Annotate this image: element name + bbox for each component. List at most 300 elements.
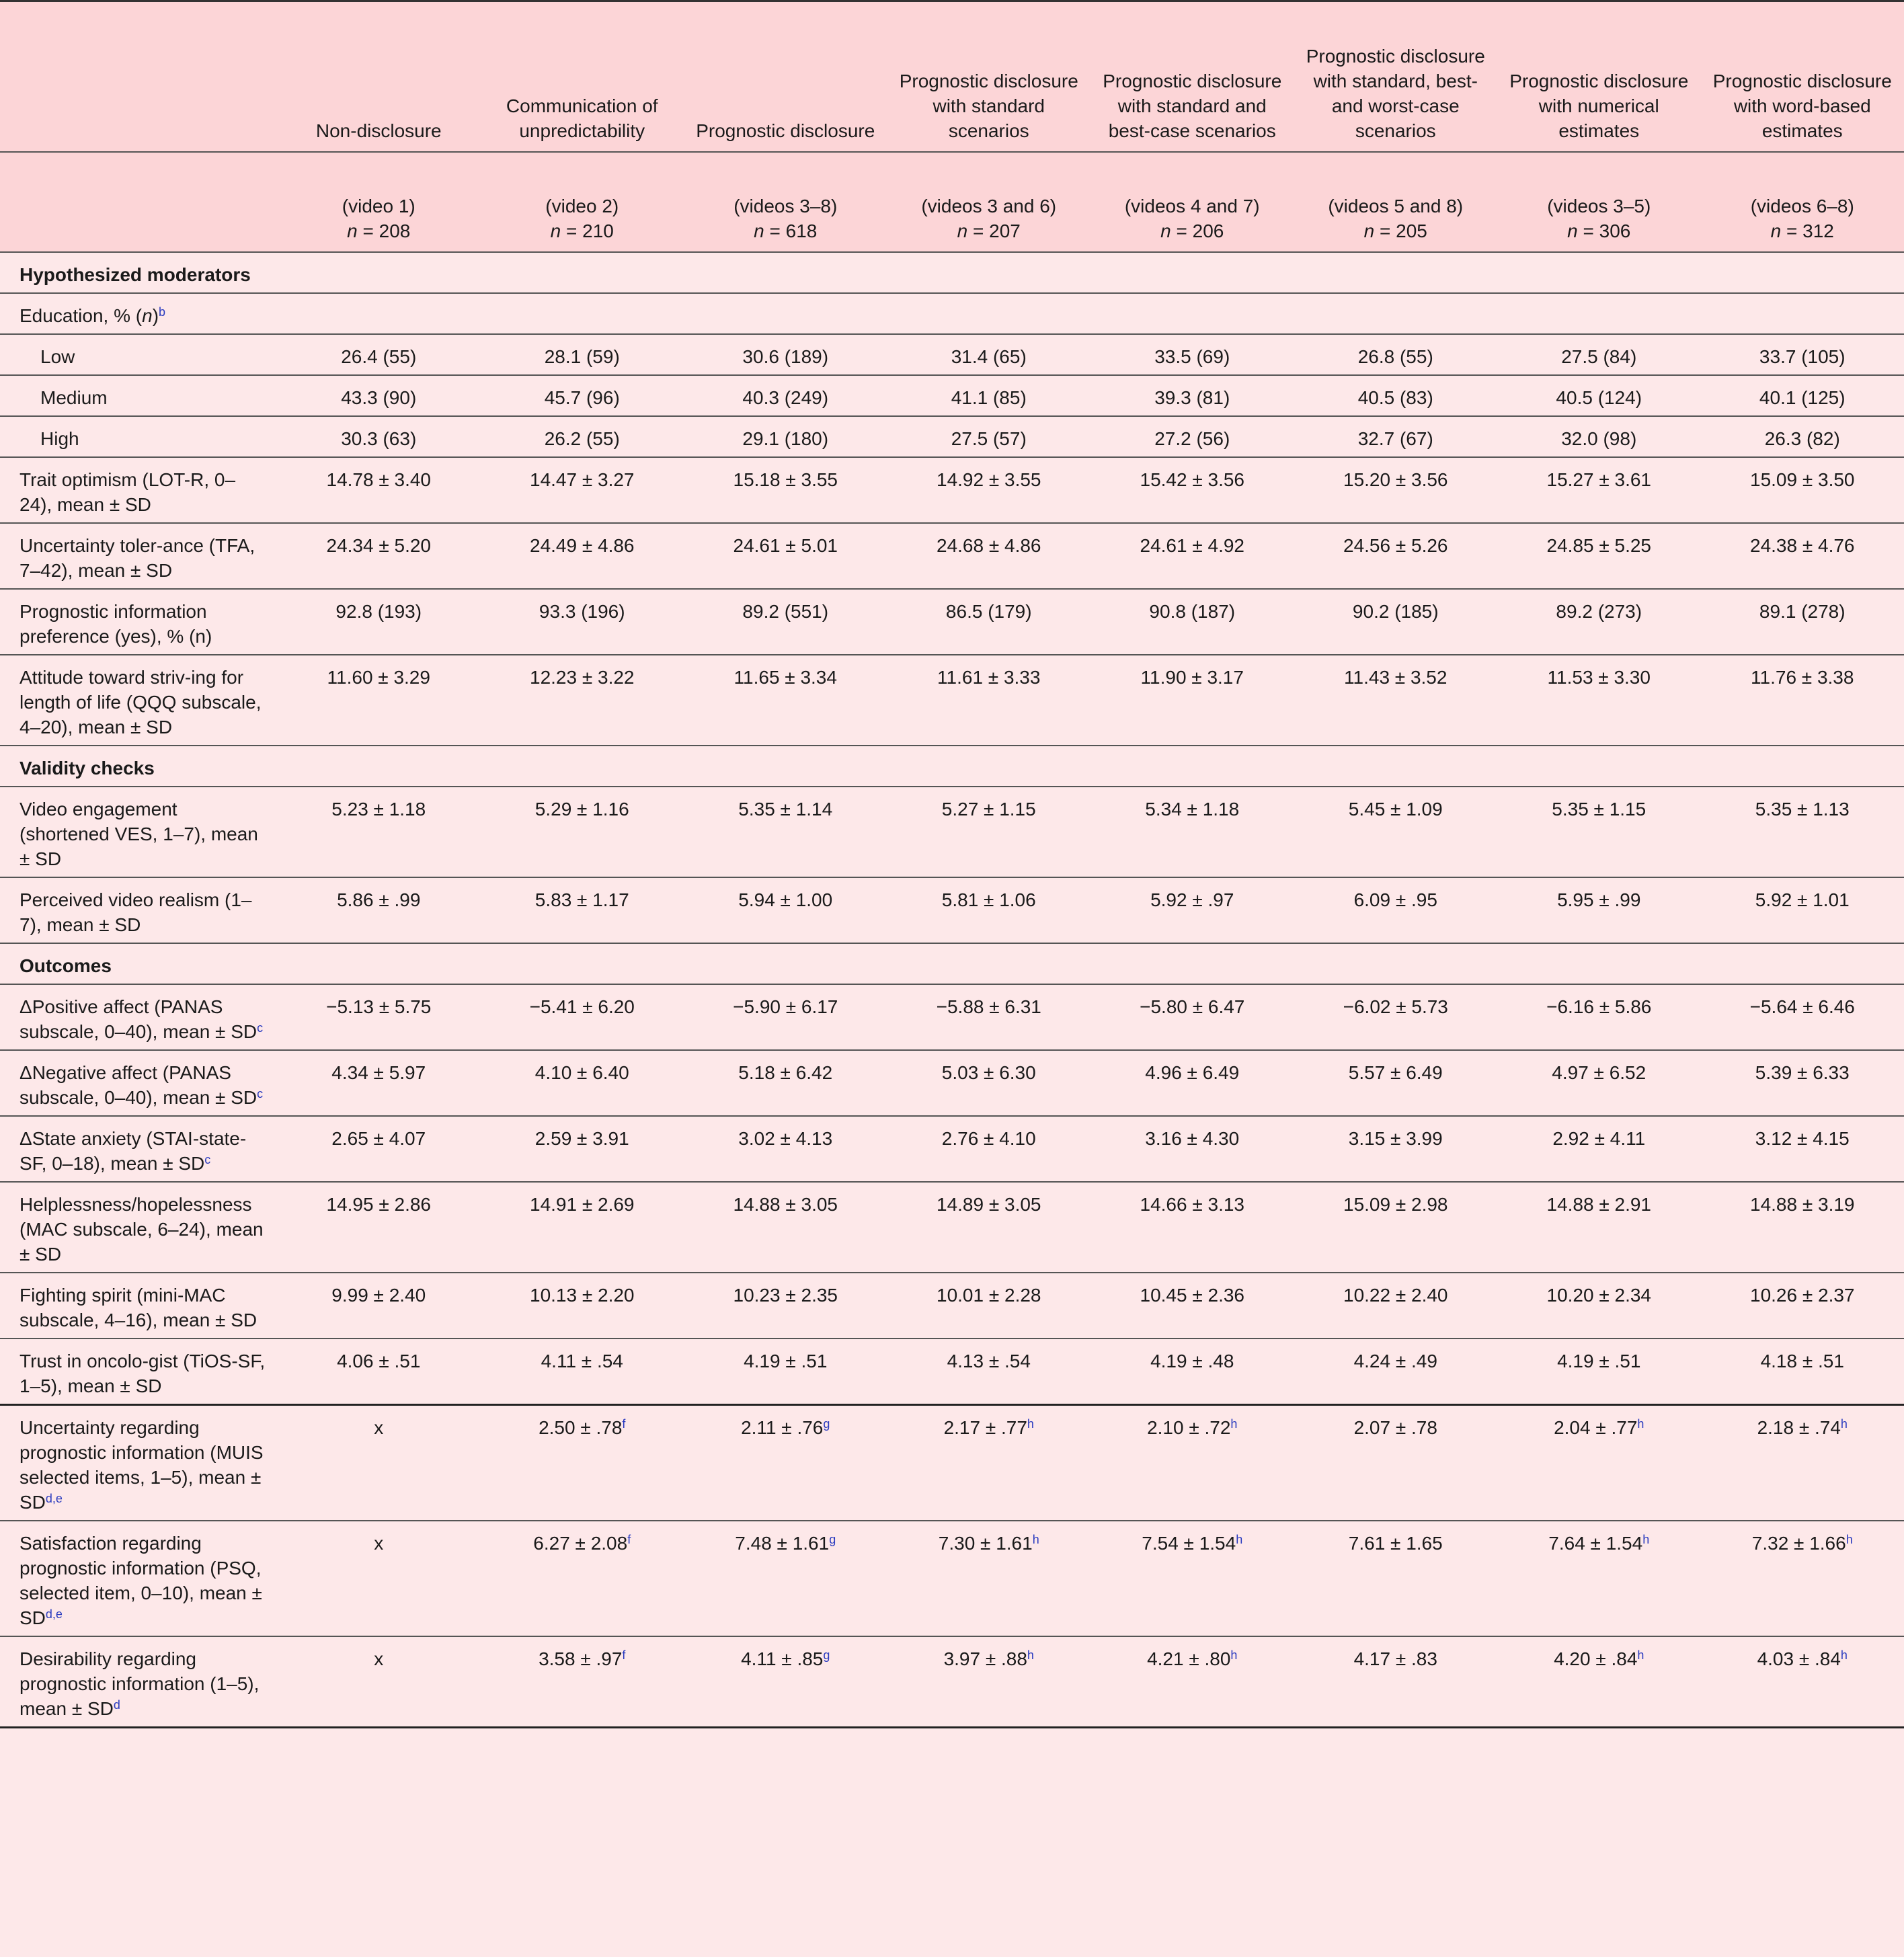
cell-value: 24.38 ± 4.76 [1750,535,1855,556]
value-cell [684,1339,887,1405]
empty-cell [887,293,1091,334]
value-cell [1497,589,1701,655]
value-cell [1701,984,1904,1050]
value-cell [1701,375,1904,416]
value-cell [887,1050,1091,1116]
value-cell [481,1050,684,1116]
cell-value: 4.03 ± .84 [1757,1648,1841,1669]
footnote-marker: h [1230,1648,1238,1662]
row-label [0,416,277,457]
empty-cell [684,943,887,984]
col-title: Prognostic disclosure with standard scenarios [887,1,1091,153]
cell-value: 24.34 ± 5.20 [326,535,431,556]
row-label-text: Desirability regarding prognostic information (1–5), mean ± SD [19,1648,260,1719]
n-eq: = [357,221,379,241]
cell-value: 40.3 (249) [742,387,829,408]
value-cell [1294,655,1498,746]
value-cell [1090,457,1294,523]
section-heading: Validity checks [0,746,277,787]
value-cell [277,1636,481,1728]
value-cell [1294,457,1498,523]
cell-value: 7.54 ± 1.54 [1142,1533,1236,1554]
cell-value: 2.92 ± 4.11 [1552,1128,1646,1149]
col-videos: (video 2) [545,196,619,216]
cell-value: x [374,1648,384,1669]
cell-value: 5.92 ± .97 [1150,889,1234,910]
col-subhead [1701,152,1904,252]
empty-cell [1497,746,1701,787]
value-cell [1294,1405,1498,1521]
row-label-text: ΔNegative affect (PANAS subscale, 0–40), mean ± SD [19,1062,257,1108]
value-cell [1294,1182,1498,1273]
row-label [0,375,277,416]
empty-cell [1497,293,1701,334]
col-videos: (videos 3–8) [733,196,838,216]
col-subhead [684,152,887,252]
value-cell [887,655,1091,746]
table-row [0,589,1904,655]
footnote-marker: c [204,1153,211,1166]
value-cell [1497,457,1701,523]
footnote-marker: d,e [45,1492,63,1505]
value-cell [684,334,887,375]
col-title: Prognostic disclosure with standard, best- and worst-case scenarios [1294,1,1498,153]
empty-cell [1294,943,1498,984]
value-cell [277,1273,481,1339]
row-label-text: Uncertainty regarding prognostic information (MUIS selected items, 1–5), mean ± SD [19,1417,264,1513]
value-cell [277,334,481,375]
cell-value: 24.85 ± 5.25 [1546,535,1651,556]
footnote-marker: d [113,1698,120,1712]
value-cell [277,877,481,943]
cell-value: 5.45 ± 1.09 [1348,799,1443,820]
value-cell [1090,877,1294,943]
value-cell [277,1339,481,1405]
row-label [0,293,277,334]
cell-value: 5.83 ± 1.17 [534,889,629,910]
col-videos: (videos 5 and 8) [1328,196,1464,216]
value-cell [887,1273,1091,1339]
cell-value: 43.3 (90) [341,387,417,408]
value-cell [277,416,481,457]
cell-value: 4.17 ± .83 [1353,1648,1437,1669]
value-cell [684,1116,887,1182]
table-row [0,655,1904,746]
value-cell [277,984,481,1050]
col-videos: (videos 3 and 6) [921,196,1057,216]
value-cell [684,1273,887,1339]
col-subhead [481,152,684,252]
footnote-marker: h [1840,1417,1848,1431]
cell-value: 4.19 ± .51 [1557,1351,1641,1371]
value-cell [277,1050,481,1116]
value-cell [1701,1521,1904,1636]
row-label-end: ) [152,305,159,326]
row-label-text: Attitude toward striv-ing for length of life (QQQ subscale, 4–20), mean ± SD [19,667,262,737]
value-cell [481,1273,684,1339]
cell-value: 14.89 ± 3.05 [937,1194,1041,1215]
n-value: 205 [1396,221,1427,241]
cell-value: 10.20 ± 2.34 [1546,1285,1651,1306]
value-cell [1090,1182,1294,1273]
value-cell [1497,787,1701,877]
cell-value: 27.2 (56) [1154,428,1230,449]
value-cell [1294,523,1498,589]
value-cell [481,375,684,416]
cell-value: −6.16 ± 5.86 [1546,996,1652,1017]
value-cell [1701,523,1904,589]
cell-value: 6.09 ± .95 [1353,889,1437,910]
value-cell [1090,334,1294,375]
row-label [0,655,277,746]
cell-value: 7.48 ± 1.61 [735,1533,830,1554]
col-subhead [1497,152,1701,252]
cell-value: 45.7 (96) [544,387,620,408]
cell-value: 26.3 (82) [1764,428,1840,449]
cell-value: 4.97 ± 6.52 [1552,1062,1647,1083]
value-cell [1294,416,1498,457]
cell-value: 24.68 ± 4.86 [937,535,1041,556]
cell-value: 26.2 (55) [544,428,620,449]
section-heading: Hypothesized moderators [0,252,277,293]
n-eq: = [1171,221,1193,241]
empty-cell [277,252,481,293]
value-cell [1497,1405,1701,1521]
cell-value: 24.61 ± 5.01 [733,535,838,556]
value-cell [481,1636,684,1728]
value-cell [1497,1521,1701,1636]
value-cell [481,1116,684,1182]
cell-value: 31.4 (65) [951,346,1027,367]
table-row [0,375,1904,416]
cell-value: 2.11 ± .76 [741,1417,824,1438]
value-cell [1090,1050,1294,1116]
row-label-text: Helplessness/hopelessness (MAC subscale, 6–24), mean ± SD [19,1194,264,1265]
empty-cell [1090,746,1294,787]
value-cell [481,334,684,375]
empty-cell [1701,943,1904,984]
table-row [0,787,1904,877]
value-cell [1701,416,1904,457]
value-cell [1294,375,1498,416]
cell-value: 15.09 ± 2.98 [1343,1194,1448,1215]
cell-value: 2.59 ± 3.91 [534,1128,629,1149]
value-cell [1090,375,1294,416]
cell-value: 15.09 ± 3.50 [1750,469,1855,490]
value-cell [887,1405,1091,1521]
value-cell [1090,1339,1294,1405]
table-row [0,523,1904,589]
table-row [0,1116,1904,1182]
cell-value: 5.27 ± 1.15 [941,799,1036,820]
n-eq: = [561,221,583,241]
cell-value: −5.88 ± 6.31 [936,996,1041,1017]
cell-value: 4.34 ± 5.97 [331,1062,426,1083]
value-cell [481,1339,684,1405]
cell-value: 4.21 ± .80 [1147,1648,1231,1669]
n-value: 312 [1802,221,1834,241]
value-cell [887,1339,1091,1405]
value-cell [1701,1636,1904,1728]
section-row [0,943,1904,984]
col-subhead [1294,152,1498,252]
value-cell [684,1050,887,1116]
cell-value: 27.5 (84) [1561,346,1637,367]
cell-value: 5.81 ± 1.06 [941,889,1036,910]
row-label-text: Prognostic information preference (yes), % (n) [19,601,212,647]
empty-cell [887,746,1091,787]
cell-value: 2.18 ± .74 [1757,1417,1841,1438]
row-label-text: Low [40,346,75,367]
footnote-marker: f [622,1648,626,1662]
table-row [0,416,1904,457]
value-cell [277,523,481,589]
cell-value: 4.11 ± .85 [741,1648,824,1669]
cell-value: 4.20 ± .84 [1554,1648,1638,1669]
cell-value: 5.03 ± 6.30 [941,1062,1036,1083]
footnote-marker: h [1027,1648,1034,1662]
header-corner-2 [0,152,277,252]
value-cell [887,984,1091,1050]
col-title: Non-disclosure [277,1,481,153]
empty-cell [277,943,481,984]
n-eq: = [1577,221,1599,241]
n-label: n [347,221,358,241]
value-cell [1701,877,1904,943]
empty-cell [684,252,887,293]
cell-value: −5.13 ± 5.75 [326,996,432,1017]
header-corner [0,1,277,153]
value-cell [1701,334,1904,375]
row-label-text: Uncertainty toler-ance (TFA, 7–42), mean ± SD [19,535,255,581]
col-title: Prognostic disclosure with numerical estimates [1497,1,1701,153]
value-cell [684,589,887,655]
row-label [0,523,277,589]
cell-value: 5.35 ± 1.14 [738,799,833,820]
value-cell [1497,1050,1701,1116]
table-row [0,1521,1904,1636]
cell-value: 7.32 ± 1.66 [1751,1533,1846,1554]
value-cell [1294,1339,1498,1405]
n-label: n [754,221,764,241]
cell-value: 4.06 ± .51 [337,1351,421,1371]
value-cell [684,523,887,589]
cell-value: x [374,1533,384,1554]
empty-cell [684,746,887,787]
n-label: n [1363,221,1375,241]
row-label [0,589,277,655]
cell-value: 93.3 (196) [539,601,625,622]
cell-value: 11.53 ± 3.30 [1547,667,1651,688]
n-value: 208 [379,221,411,241]
row-label [0,984,277,1050]
empty-cell [277,746,481,787]
row-label-text: Trait optimism (LOT-R, 0–24), mean ± SD [19,469,236,515]
value-cell [481,416,684,457]
value-cell [1090,1273,1294,1339]
cell-value: 5.92 ± 1.01 [1755,889,1850,910]
value-cell [684,457,887,523]
footnote-marker: g [823,1648,830,1662]
value-cell [277,1521,481,1636]
value-cell [1090,787,1294,877]
n-value: 206 [1192,221,1224,241]
value-cell [887,589,1091,655]
value-cell [1497,1273,1701,1339]
cell-value: 40.5 (124) [1556,387,1642,408]
table-row [0,877,1904,943]
cell-value: 4.19 ± .51 [744,1351,828,1371]
footnote-marker: d,e [45,1607,63,1621]
value-cell [1090,655,1294,746]
footnote-marker: g [829,1533,836,1546]
n-label: n [1567,221,1578,241]
cell-value: 3.58 ± .97 [539,1648,623,1669]
cell-value: 10.45 ± 2.36 [1140,1285,1244,1306]
footnote-marker: f [627,1533,631,1546]
value-cell [1701,457,1904,523]
cell-value: 92.8 (193) [335,601,422,622]
value-cell [1497,523,1701,589]
footnote-marker: h [1027,1417,1034,1431]
value-cell [1294,787,1498,877]
cell-value: 7.61 ± 1.65 [1348,1533,1443,1554]
value-cell [1497,877,1701,943]
cell-value: 5.57 ± 6.49 [1348,1062,1443,1083]
value-cell [481,787,684,877]
cell-value: 27.5 (57) [951,428,1027,449]
footnote-marker: h [1840,1648,1848,1662]
value-cell [1497,1182,1701,1273]
cell-value: 5.35 ± 1.13 [1755,799,1850,820]
cell-value: 33.7 (105) [1759,346,1846,367]
row-label [0,1116,277,1182]
value-cell [887,1116,1091,1182]
value-cell [684,1521,887,1636]
row-label [0,334,277,375]
value-cell [1497,655,1701,746]
n-label: n [957,221,968,241]
row-label [0,787,277,877]
cell-value: 7.64 ± 1.54 [1548,1533,1643,1554]
row-label [0,1182,277,1273]
cell-value: x [374,1417,384,1438]
empty-cell [481,293,684,334]
value-cell [887,1636,1091,1728]
cell-value: 10.26 ± 2.37 [1750,1285,1855,1306]
value-cell [277,655,481,746]
cell-value: 90.2 (185) [1352,601,1439,622]
value-cell [887,375,1091,416]
row-label [0,1405,277,1521]
cell-value: 89.2 (551) [742,601,829,622]
empty-cell [1497,943,1701,984]
value-cell [1090,1405,1294,1521]
col-title: Communication of unpredictability [481,1,684,153]
cell-value: 14.66 ± 3.13 [1140,1194,1244,1215]
value-cell [1497,416,1701,457]
value-cell [887,787,1091,877]
empty-cell [1701,293,1904,334]
cell-value: 5.34 ± 1.18 [1145,799,1240,820]
cell-value: 4.13 ± .54 [947,1351,1031,1371]
value-cell [277,1116,481,1182]
n-value: 618 [785,221,818,241]
cell-value: 3.02 ± 4.13 [738,1128,833,1149]
empty-cell [481,746,684,787]
cell-value: 29.1 (180) [742,428,829,449]
value-cell [684,655,887,746]
value-cell [1701,1116,1904,1182]
cell-value: 5.95 ± .99 [1557,889,1641,910]
empty-cell [1701,252,1904,293]
value-cell [887,877,1091,943]
value-cell [1497,1636,1701,1728]
n-value: 306 [1599,221,1631,241]
cell-value: 5.86 ± .99 [337,889,421,910]
cell-value: 40.5 (83) [1357,387,1433,408]
cell-value: 11.43 ± 3.52 [1344,667,1447,688]
cell-value: 6.27 ± 2.08 [533,1533,628,1554]
value-cell [1497,984,1701,1050]
col-subhead [1090,152,1294,252]
cell-value: 3.97 ± .88 [943,1648,1027,1669]
table-row [0,1405,1904,1521]
cell-value: 5.39 ± 6.33 [1755,1062,1850,1083]
section-heading: Outcomes [0,943,277,984]
value-cell [1701,1182,1904,1273]
value-cell [1090,589,1294,655]
row-label-text: ΔState anxiety (STAI-state-SF, 0–18), mean ± SD [19,1128,247,1174]
value-cell [277,1182,481,1273]
empty-cell [481,943,684,984]
empty-cell [1701,746,1904,787]
col-videos: (videos 6–8) [1750,196,1854,216]
value-cell [1090,1116,1294,1182]
cell-value: 24.61 ± 4.92 [1140,535,1244,556]
cell-value: 14.95 ± 2.86 [326,1194,431,1215]
table-row [0,293,1904,334]
footnote-marker: h [1236,1533,1243,1546]
table-row [0,457,1904,523]
row-label [0,457,277,523]
cell-value: 2.17 ± .77 [943,1417,1027,1438]
cell-value: 10.13 ± 2.20 [530,1285,635,1306]
footnote-marker: h [1637,1648,1644,1662]
cell-value: 7.30 ± 1.61 [938,1533,1033,1554]
value-cell [1090,523,1294,589]
cell-value: 4.11 ± .54 [541,1351,623,1371]
cell-value: 11.90 ± 3.17 [1140,667,1244,688]
value-cell [277,375,481,416]
footnote-marker: b [159,305,166,319]
value-cell [1294,334,1498,375]
n-value: 210 [582,221,614,241]
table-body [0,252,1904,1728]
value-cell [684,1636,887,1728]
cell-value: 2.10 ± .72 [1147,1417,1231,1438]
value-cell [1294,1521,1498,1636]
col-subhead [277,152,481,252]
cell-value: 14.88 ± 3.05 [733,1194,838,1215]
cell-value: 5.23 ± 1.18 [331,799,426,820]
value-cell [1090,1521,1294,1636]
cell-value: 2.65 ± 4.07 [331,1128,426,1149]
value-cell [684,984,887,1050]
cell-value: 26.4 (55) [341,346,417,367]
cell-value: −6.02 ± 5.73 [1343,996,1448,1017]
col-title: Prognostic disclosure [684,1,887,153]
